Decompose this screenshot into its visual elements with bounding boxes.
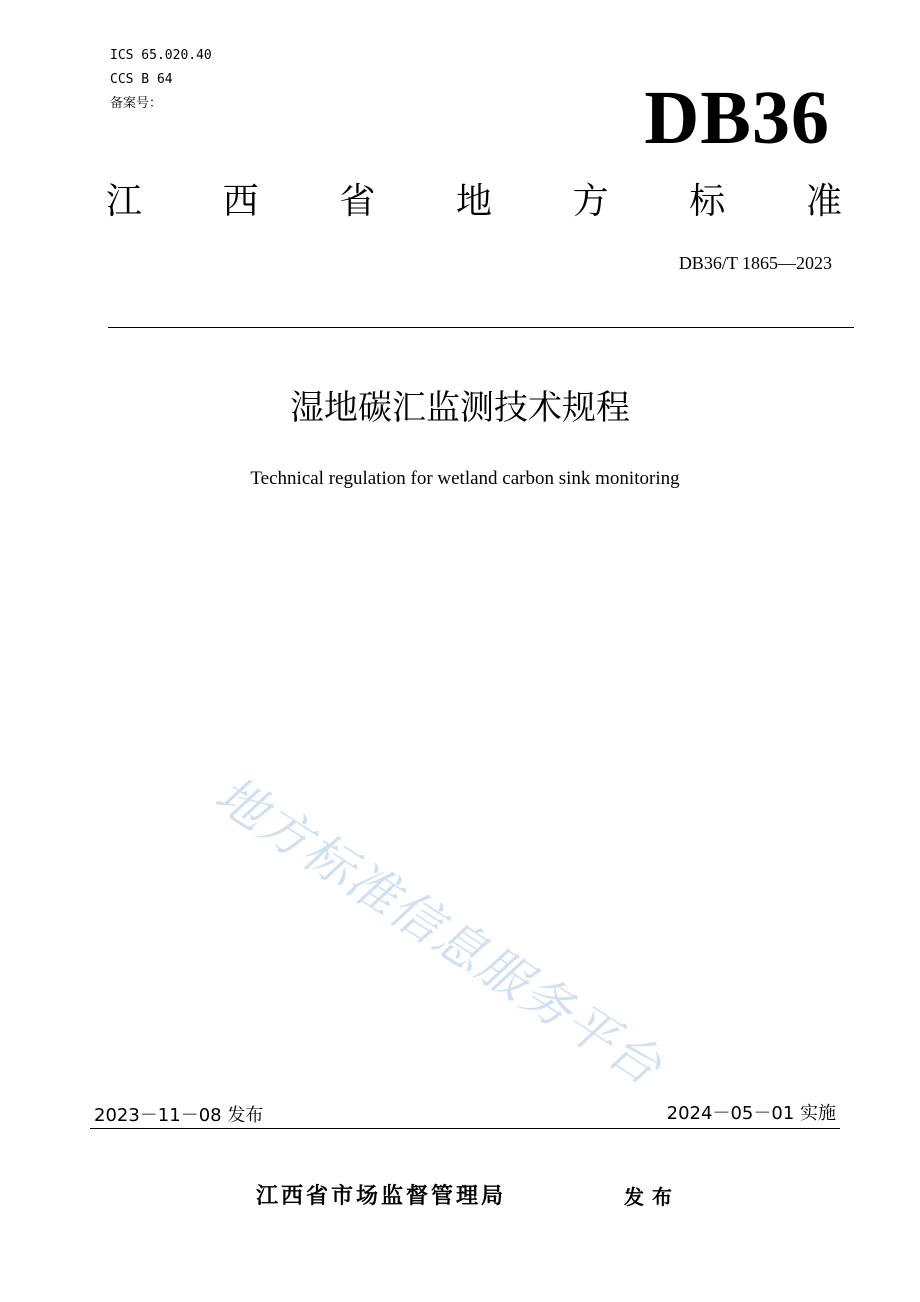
watermark: 地方标准信息服务平台 [204, 765, 673, 1098]
standard-type-char: 标 [689, 181, 726, 222]
standard-type-char: 江 [106, 181, 143, 222]
issue-verb: 发布 [624, 1185, 680, 1209]
ccs-code: CCS B 64 [110, 72, 173, 87]
standard-type-char: 地 [455, 181, 492, 222]
bottom-divider [90, 1128, 840, 1129]
standard-type-char: 方 [572, 181, 609, 222]
document-title-chinese: 湿地碳汇监测技术规程 [290, 388, 630, 428]
issuing-authority: 江西省市场监督管理局 [256, 1184, 507, 1209]
standard-logo: DB36 [644, 76, 830, 160]
implementation-date: 2024－05－01 实施 [666, 1103, 836, 1124]
standard-type-char: 省 [339, 181, 376, 222]
standard-type-heading [106, 178, 842, 226]
top-divider [108, 327, 854, 328]
ics-code: ICS 65.020.40 [110, 48, 212, 63]
standard-number: DB36/T 1865—2023 [678, 253, 832, 273]
document-title-english: Technical regulation for wetland carbon sink monitoring [250, 468, 680, 489]
issue-date: 2023－11－08 发布 [94, 1105, 264, 1126]
standard-type-char: 准 [805, 181, 842, 222]
standard-type-char: 西 [222, 181, 259, 222]
filing-number-label: 备案号： [110, 96, 163, 111]
